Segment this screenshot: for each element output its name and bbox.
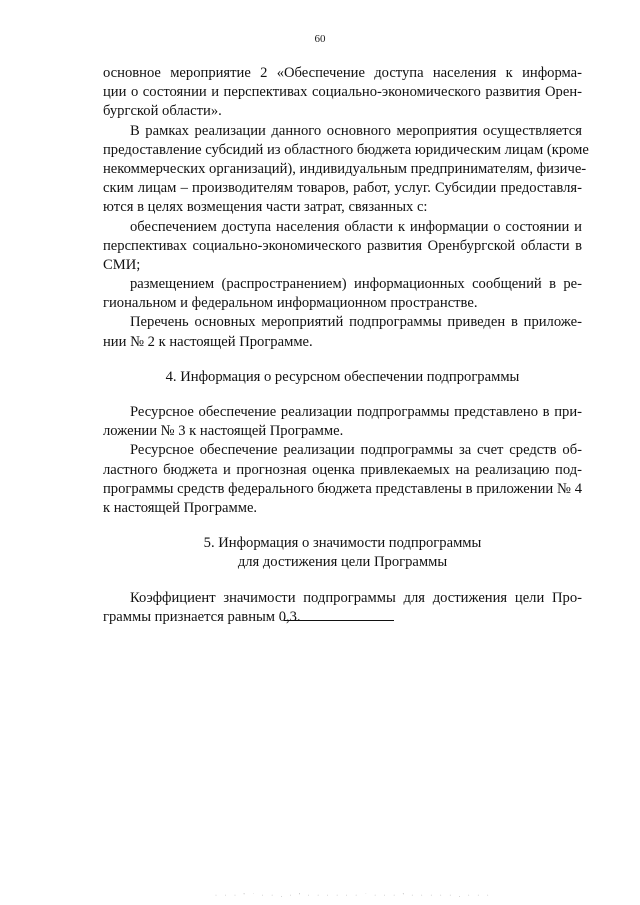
paragraph-resource-appendix-3 — [103, 403, 582, 441]
document-body — [103, 64, 589, 627]
text-line: ским лицам – производителям товаров, работ, услуг. Субсидии предоставля- — [103, 180, 582, 197]
text-line: Перечень основных мероприятий подпрограммы приведен в приложе- — [130, 314, 582, 331]
text-line: ции о состоянии и перспективах социально-экономического развития Орен- — [103, 84, 582, 101]
text-line: ложении № 3 к настоящей Программе. — [103, 423, 344, 440]
section-5-heading-line-2: для достижения цели Программы — [237, 554, 448, 571]
text-line: нии № 2 к настоящей Программе. — [103, 333, 313, 350]
text-line: размещением (распространением) информационных сообщений в ре- — [130, 276, 582, 293]
paragraph-significance-coefficient — [103, 589, 582, 627]
text-line: основное мероприятие 2 «Обеспечение доступа населения к информа- — [103, 65, 582, 81]
text-line: гиональном и федеральном информационном пространстве. — [103, 295, 478, 312]
text-line: некоммерческих организаций), индивидуальным предпринимателям, физиче- — [103, 160, 587, 177]
text-line: СМИ; — [103, 256, 141, 273]
text-line: к настоящей Программе. — [103, 499, 258, 516]
paragraph-access-information — [103, 218, 582, 276]
text-line: предоставление субсидий из областного бюджета юридическим лицам (кроме — [103, 141, 589, 158]
paragraph-placement-messages — [103, 275, 582, 313]
text-line: перспективах социально-экономического развития Оренбургской области в — [103, 237, 582, 254]
end-separator-line — [284, 620, 394, 621]
text-line: программы средств федерального бюджета представлены в приложении № 4 — [103, 480, 582, 497]
text-line: обеспечением доступа населения области к информации о состоянии и — [130, 218, 582, 235]
text-line: В рамках реализации данного основного мероприятия осуществляется — [130, 122, 582, 139]
text-line: Ресурсное обеспечение реализации подпрограммы представлено в при- — [130, 404, 582, 420]
paragraph-list-of-events — [103, 313, 582, 351]
paragraph-subsidies — [103, 122, 589, 218]
text-line: Ресурсное обеспечение реализации подпрограммы за счет средств об- — [130, 442, 582, 459]
section-4-heading: 4. Информация о ресурсном обеспечении подпрограммы — [165, 368, 520, 385]
paragraph-main-event-2 — [103, 64, 582, 122]
scan-artifact: · · · ' ` · · . · ' · · · · · · ` · · · ' · · · · · . · · · — [215, 893, 492, 899]
text-line: граммы признается равным 0,3. — [103, 608, 301, 625]
text-line: ластного бюджета и прогнозная оценка привлекаемых на реализацию под- — [103, 461, 582, 478]
paragraph-resource-appendix-4 — [103, 441, 582, 518]
text-line: ются в целях возмещения части затрат, связанных с: — [103, 199, 428, 216]
section-5-heading-line-1: 5. Информация о значимости подпрограммы — [203, 535, 482, 552]
page-number: 60 — [314, 33, 326, 45]
text-line: Коэффициент значимости подпрограммы для достижения цели Про- — [130, 589, 582, 606]
text-line: бургской области». — [103, 103, 222, 120]
